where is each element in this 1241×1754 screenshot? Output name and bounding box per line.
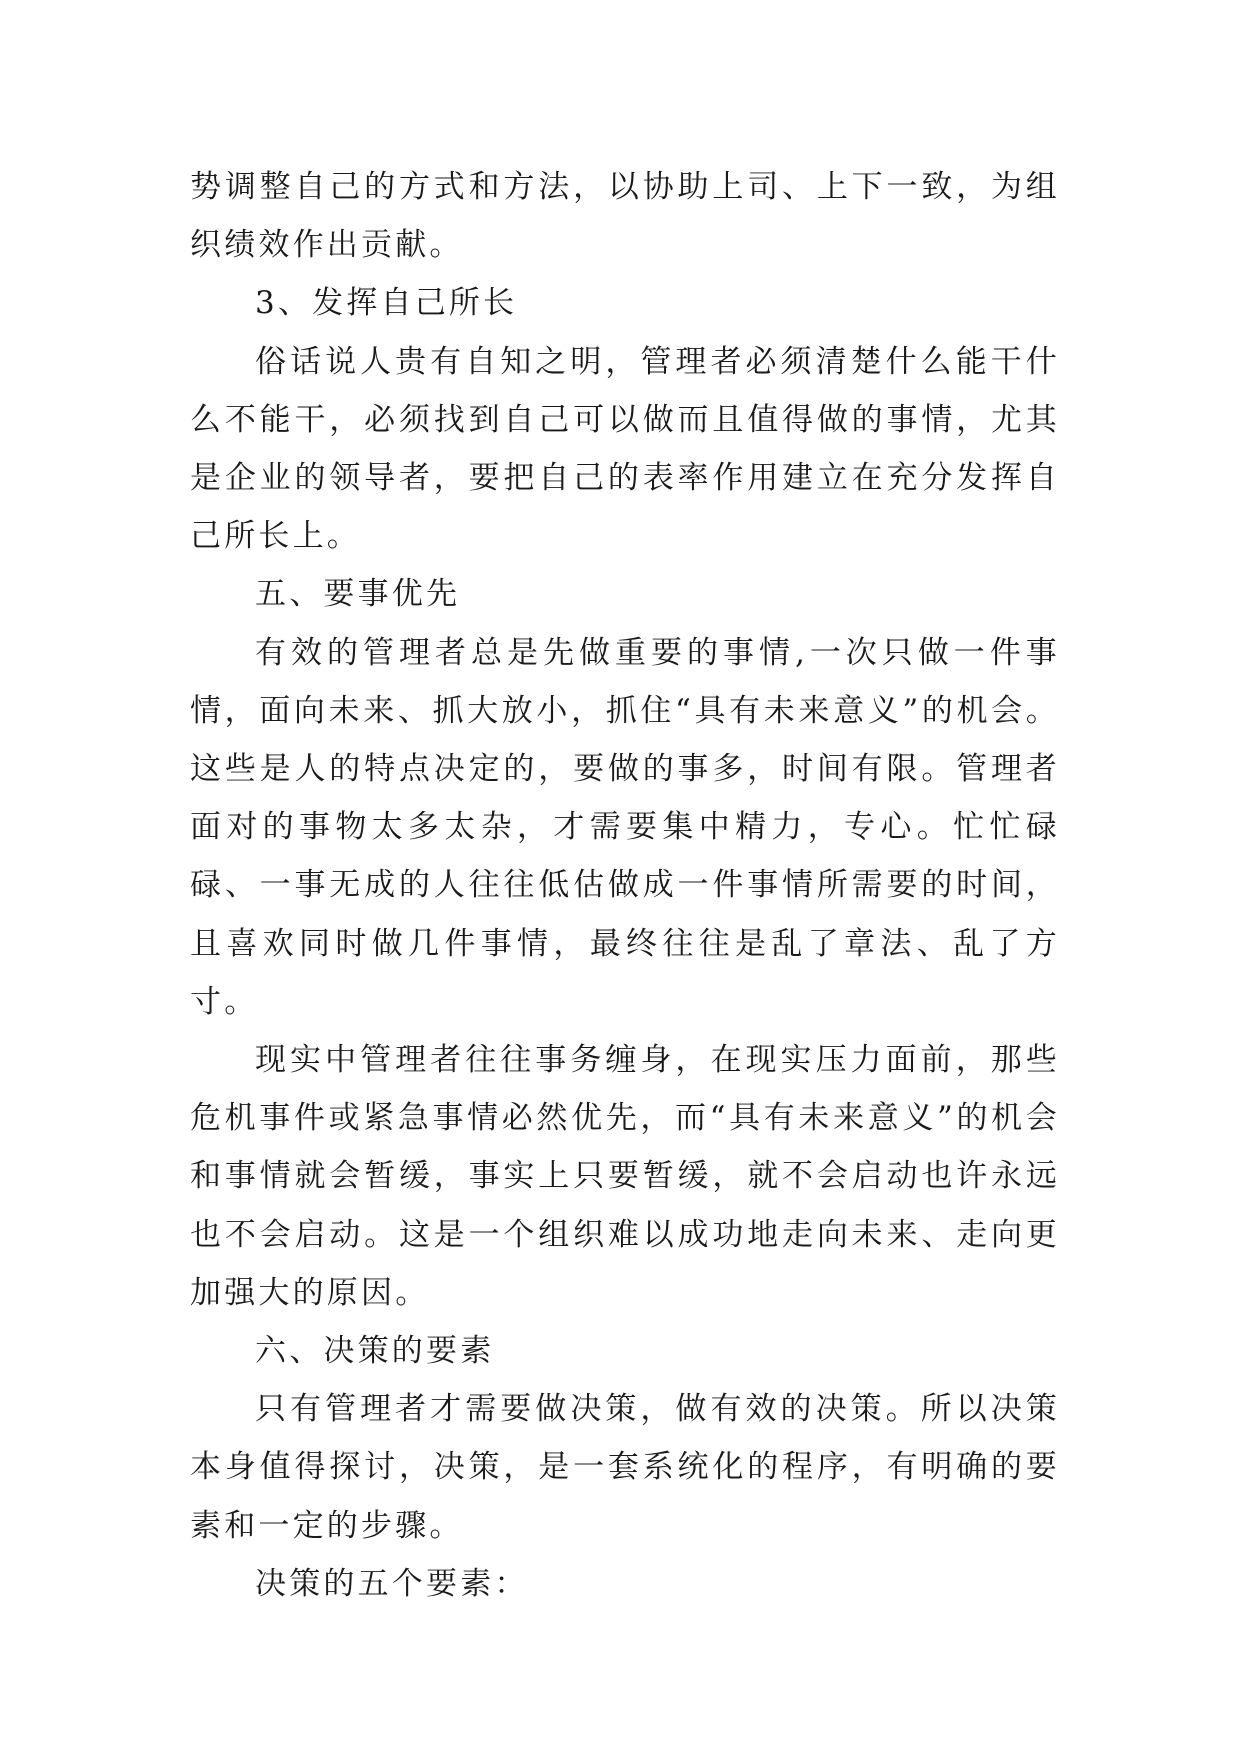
paragraph-self-knowledge: 俗话说人贵有自知之明，管理者必须清楚什么能干什么不能干，必须找到自己可以做而且值得做的事情，尤其是企业的领导者，要把自己的表率作用建立在充分发挥自己所长上。 <box>190 343 1060 555</box>
paragraph-important-things: 有效的管理者总是先做重要的事情,一次只做一件事情，面向未来、抓大放小，抓住“具有未来意义”的机会。这些是人的特点决定的，要做的事多，时间有限。管理者面对的事物太多太杂，才需要集中精力，专心。忙忙碌碌、一事无成的人往往低估做成一件事情所需要的时间，且喜欢同时做几件事情，最终往往是乱了章法、乱了方寸。 <box>190 634 1060 1020</box>
subheading-play-to-strengths: 3、发挥自己所长 <box>255 285 518 322</box>
heading-first-things-first: 五、要事优先 <box>255 576 461 613</box>
paragraph-five-elements: 决策的五个要素： <box>255 1565 529 1602</box>
paragraph-reality-pressure: 现实中管理者往往事务缠身，在现实压力面前，那些危机事件或紧急事情必然优先，而“具有未来意义”的机会和事情就会暂缓，事实上只要暂缓，就不会启动也许永远也不会启动。这是一个组织难以成功地走向未来、走向更加强大的原因。 <box>190 1042 1060 1311</box>
document-page <box>190 158 1060 1613</box>
paragraph-decision-making: 只有管理者才需要做决策，做有效的决策。所以决策本身值得探讨，决策，是一套系统化的程序，有明确的要素和一定的步骤。 <box>190 1391 1060 1544</box>
heading-decision-elements: 六、决策的要素 <box>255 1333 495 1370</box>
paragraph-continuation: 势调整自己的方式和方法，以协助上司、上下一致，为组织绩效作出贡献。 <box>190 169 1060 264</box>
